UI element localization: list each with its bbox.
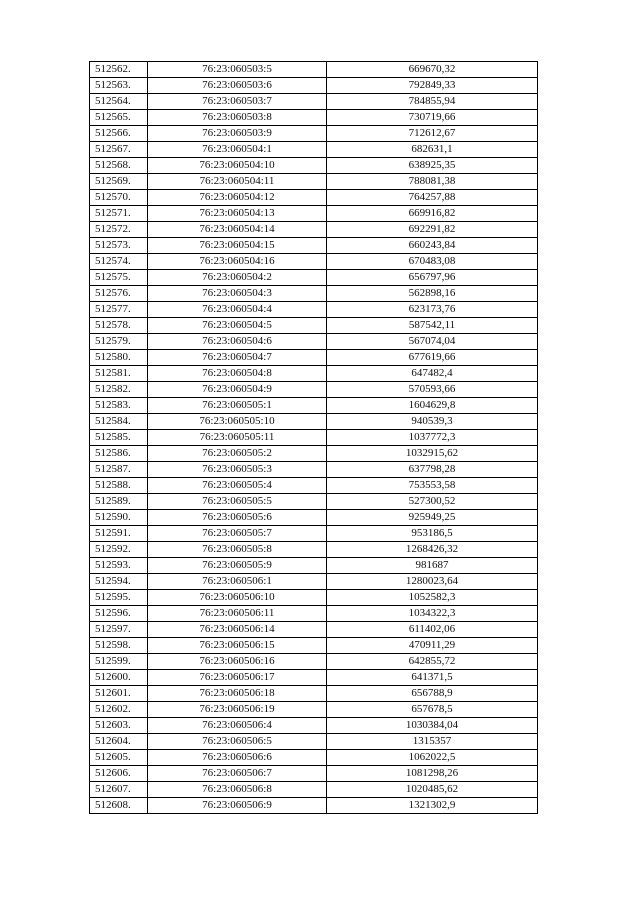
cadastral-number-cell: 76:23:060506:16 [148,654,327,670]
table-row [90,670,538,686]
cadastral-number-cell: 76:23:060504:5 [148,318,327,334]
table-row [90,558,538,574]
cadastral-value-cell: 641371,5 [327,670,538,686]
row-number-cell: 512593. [90,558,148,574]
cadastral-value-cell: 1062022,5 [327,750,538,766]
cadastral-number-cell: 76:23:060504:6 [148,334,327,350]
table-row [90,302,538,318]
cadastral-number-cell: 76:23:060504:8 [148,366,327,382]
table-row [90,462,538,478]
row-number-cell: 512565. [90,110,148,126]
row-number-cell: 512606. [90,766,148,782]
cadastral-number-cell: 76:23:060505:9 [148,558,327,574]
row-number-cell: 512586. [90,446,148,462]
cadastral-value-cell: 660243,84 [327,238,538,254]
row-number-cell: 512570. [90,190,148,206]
cadastral-value-cell: 712612,67 [327,126,538,142]
cadastral-value-cell: 1030384,04 [327,718,538,734]
cadastral-number-cell: 76:23:060505:2 [148,446,327,462]
row-number-cell: 512603. [90,718,148,734]
cadastral-value-cell: 642855,72 [327,654,538,670]
row-number-cell: 512578. [90,318,148,334]
cadastral-number-cell: 76:23:060504:2 [148,270,327,286]
cadastral-value-cell: 656788,9 [327,686,538,702]
row-number-cell: 512575. [90,270,148,286]
cadastral-number-cell: 76:23:060505:8 [148,542,327,558]
row-number-cell: 512591. [90,526,148,542]
table-row [90,750,538,766]
table-row [90,542,538,558]
cadastral-number-cell: 76:23:060504:15 [148,238,327,254]
row-number-cell: 512594. [90,574,148,590]
cadastral-value-cell: 953186,5 [327,526,538,542]
cadastral-number-cell: 76:23:060504:12 [148,190,327,206]
cadastral-number-cell: 76:23:060506:19 [148,702,327,718]
table-row [90,782,538,798]
table-row [90,590,538,606]
cadastral-value-cell: 1321302,9 [327,798,538,814]
cadastral-number-cell: 76:23:060503:6 [148,78,327,94]
cadastral-number-cell: 76:23:060503:7 [148,94,327,110]
document-table-container [89,61,532,814]
cadastral-value-cell: 682631,1 [327,142,538,158]
cadastral-value-cell: 647482,4 [327,366,538,382]
cadastral-number-cell: 76:23:060505:6 [148,510,327,526]
cadastral-value-cell: 764257,88 [327,190,538,206]
table-body [90,62,538,814]
row-number-cell: 512607. [90,782,148,798]
table-row [90,270,538,286]
table-row [90,526,538,542]
row-number-cell: 512599. [90,654,148,670]
cadastral-number-cell: 76:23:060506:5 [148,734,327,750]
cadastral-value-cell: 670483,08 [327,254,538,270]
cadastral-value-cell: 1081298,26 [327,766,538,782]
row-number-cell: 512574. [90,254,148,270]
cadastral-value-cell: 677619,66 [327,350,538,366]
table-row [90,174,538,190]
cadastral-number-cell: 76:23:060505:5 [148,494,327,510]
cadastral-value-cell: 527300,52 [327,494,538,510]
table-row [90,190,538,206]
table-row [90,62,538,78]
table-row [90,734,538,750]
cadastral-value-cell: 925949,25 [327,510,538,526]
cadastral-value-cell: 470911,29 [327,638,538,654]
row-number-cell: 512602. [90,702,148,718]
row-number-cell: 512608. [90,798,148,814]
row-number-cell: 512585. [90,430,148,446]
table-row [90,686,538,702]
cadastral-number-cell: 76:23:060506:18 [148,686,327,702]
cadastral-number-cell: 76:23:060504:3 [148,286,327,302]
row-number-cell: 512582. [90,382,148,398]
cadastral-value-cell: 1020485,62 [327,782,538,798]
row-number-cell: 512572. [90,222,148,238]
cadastral-number-cell: 76:23:060506:17 [148,670,327,686]
row-number-cell: 512579. [90,334,148,350]
table-row [90,94,538,110]
table-row [90,382,538,398]
cadastral-value-cell: 792849,33 [327,78,538,94]
cadastral-number-cell: 76:23:060506:1 [148,574,327,590]
table-row [90,254,538,270]
cadastral-value-cell: 1268426,32 [327,542,538,558]
cadastral-value-cell: 1280023,64 [327,574,538,590]
cadastral-value-cell: 1315357 [327,734,538,750]
cadastral-number-cell: 76:23:060506:9 [148,798,327,814]
cadastral-number-cell: 76:23:060504:4 [148,302,327,318]
table-row [90,142,538,158]
row-number-cell: 512596. [90,606,148,622]
cadastral-number-cell: 76:23:060505:10 [148,414,327,430]
cadastral-number-cell: 76:23:060506:7 [148,766,327,782]
row-number-cell: 512562. [90,62,148,78]
row-number-cell: 512588. [90,478,148,494]
cadastral-value-cell: 730719,66 [327,110,538,126]
row-number-cell: 512576. [90,286,148,302]
row-number-cell: 512589. [90,494,148,510]
table-row [90,350,538,366]
cadastral-value-cell: 611402,06 [327,622,538,638]
cadastral-value-cell: 623173,76 [327,302,538,318]
cadastral-number-cell: 76:23:060506:8 [148,782,327,798]
table-row [90,446,538,462]
table-row [90,398,538,414]
table-row [90,78,538,94]
table-row [90,222,538,238]
cadastral-number-cell: 76:23:060506:15 [148,638,327,654]
cadastral-number-cell: 76:23:060503:5 [148,62,327,78]
row-number-cell: 512563. [90,78,148,94]
table-row [90,638,538,654]
row-number-cell: 512604. [90,734,148,750]
row-number-cell: 512592. [90,542,148,558]
row-number-cell: 512569. [90,174,148,190]
cadastral-value-cell: 570593,66 [327,382,538,398]
cadastral-number-cell: 76:23:060505:7 [148,526,327,542]
table-row [90,238,538,254]
cadastral-number-cell: 76:23:060504:1 [148,142,327,158]
cadastral-value-cell: 940539,3 [327,414,538,430]
cadastral-value-table [89,61,538,814]
table-row [90,574,538,590]
row-number-cell: 512580. [90,350,148,366]
cadastral-value-cell: 1034322,3 [327,606,538,622]
cadastral-number-cell: 76:23:060503:8 [148,110,327,126]
cadastral-value-cell: 784855,94 [327,94,538,110]
table-row [90,286,538,302]
cadastral-number-cell: 76:23:060506:11 [148,606,327,622]
cadastral-value-cell: 656797,96 [327,270,538,286]
cadastral-value-cell: 753553,58 [327,478,538,494]
cadastral-value-cell: 669670,32 [327,62,538,78]
table-row [90,334,538,350]
row-number-cell: 512601. [90,686,148,702]
cadastral-value-cell: 669916,82 [327,206,538,222]
row-number-cell: 512583. [90,398,148,414]
cadastral-value-cell: 637798,28 [327,462,538,478]
table-row [90,654,538,670]
cadastral-value-cell: 638925,35 [327,158,538,174]
row-number-cell: 512573. [90,238,148,254]
table-row [90,702,538,718]
cadastral-number-cell: 76:23:060506:6 [148,750,327,766]
table-row [90,206,538,222]
cadastral-value-cell: 1604629,8 [327,398,538,414]
row-number-cell: 512571. [90,206,148,222]
row-number-cell: 512597. [90,622,148,638]
cadastral-number-cell: 76:23:060505:3 [148,462,327,478]
cadastral-number-cell: 76:23:060504:10 [148,158,327,174]
table-row [90,414,538,430]
cadastral-number-cell: 76:23:060505:1 [148,398,327,414]
cadastral-value-cell: 567074,04 [327,334,538,350]
row-number-cell: 512566. [90,126,148,142]
cadastral-number-cell: 76:23:060505:11 [148,430,327,446]
row-number-cell: 512568. [90,158,148,174]
cadastral-number-cell: 76:23:060504:9 [148,382,327,398]
row-number-cell: 512581. [90,366,148,382]
cadastral-number-cell: 76:23:060506:10 [148,590,327,606]
cadastral-value-cell: 1032915,62 [327,446,538,462]
row-number-cell: 512600. [90,670,148,686]
table-row [90,718,538,734]
cadastral-number-cell: 76:23:060506:4 [148,718,327,734]
cadastral-value-cell: 692291,82 [327,222,538,238]
cadastral-number-cell: 76:23:060506:14 [148,622,327,638]
table-row [90,158,538,174]
table-row [90,510,538,526]
table-row [90,126,538,142]
cadastral-number-cell: 76:23:060504:11 [148,174,327,190]
cadastral-number-cell: 76:23:060504:14 [148,222,327,238]
cadastral-value-cell: 657678,5 [327,702,538,718]
row-number-cell: 512605. [90,750,148,766]
cadastral-value-cell: 788081,38 [327,174,538,190]
cadastral-value-cell: 562898,16 [327,286,538,302]
cadastral-value-cell: 1052582,3 [327,590,538,606]
row-number-cell: 512590. [90,510,148,526]
table-row [90,318,538,334]
row-number-cell: 512598. [90,638,148,654]
cadastral-value-cell: 1037772,3 [327,430,538,446]
row-number-cell: 512567. [90,142,148,158]
cadastral-number-cell: 76:23:060504:16 [148,254,327,270]
row-number-cell: 512577. [90,302,148,318]
table-row [90,110,538,126]
table-row [90,366,538,382]
table-row [90,606,538,622]
row-number-cell: 512595. [90,590,148,606]
table-row [90,766,538,782]
row-number-cell: 512564. [90,94,148,110]
cadastral-number-cell: 76:23:060505:4 [148,478,327,494]
cadastral-value-cell: 981687 [327,558,538,574]
table-row [90,494,538,510]
table-row [90,622,538,638]
cadastral-number-cell: 76:23:060504:13 [148,206,327,222]
table-row [90,430,538,446]
cadastral-number-cell: 76:23:060504:7 [148,350,327,366]
row-number-cell: 512584. [90,414,148,430]
cadastral-value-cell: 587542,11 [327,318,538,334]
table-row [90,478,538,494]
table-row [90,798,538,814]
row-number-cell: 512587. [90,462,148,478]
cadastral-number-cell: 76:23:060503:9 [148,126,327,142]
